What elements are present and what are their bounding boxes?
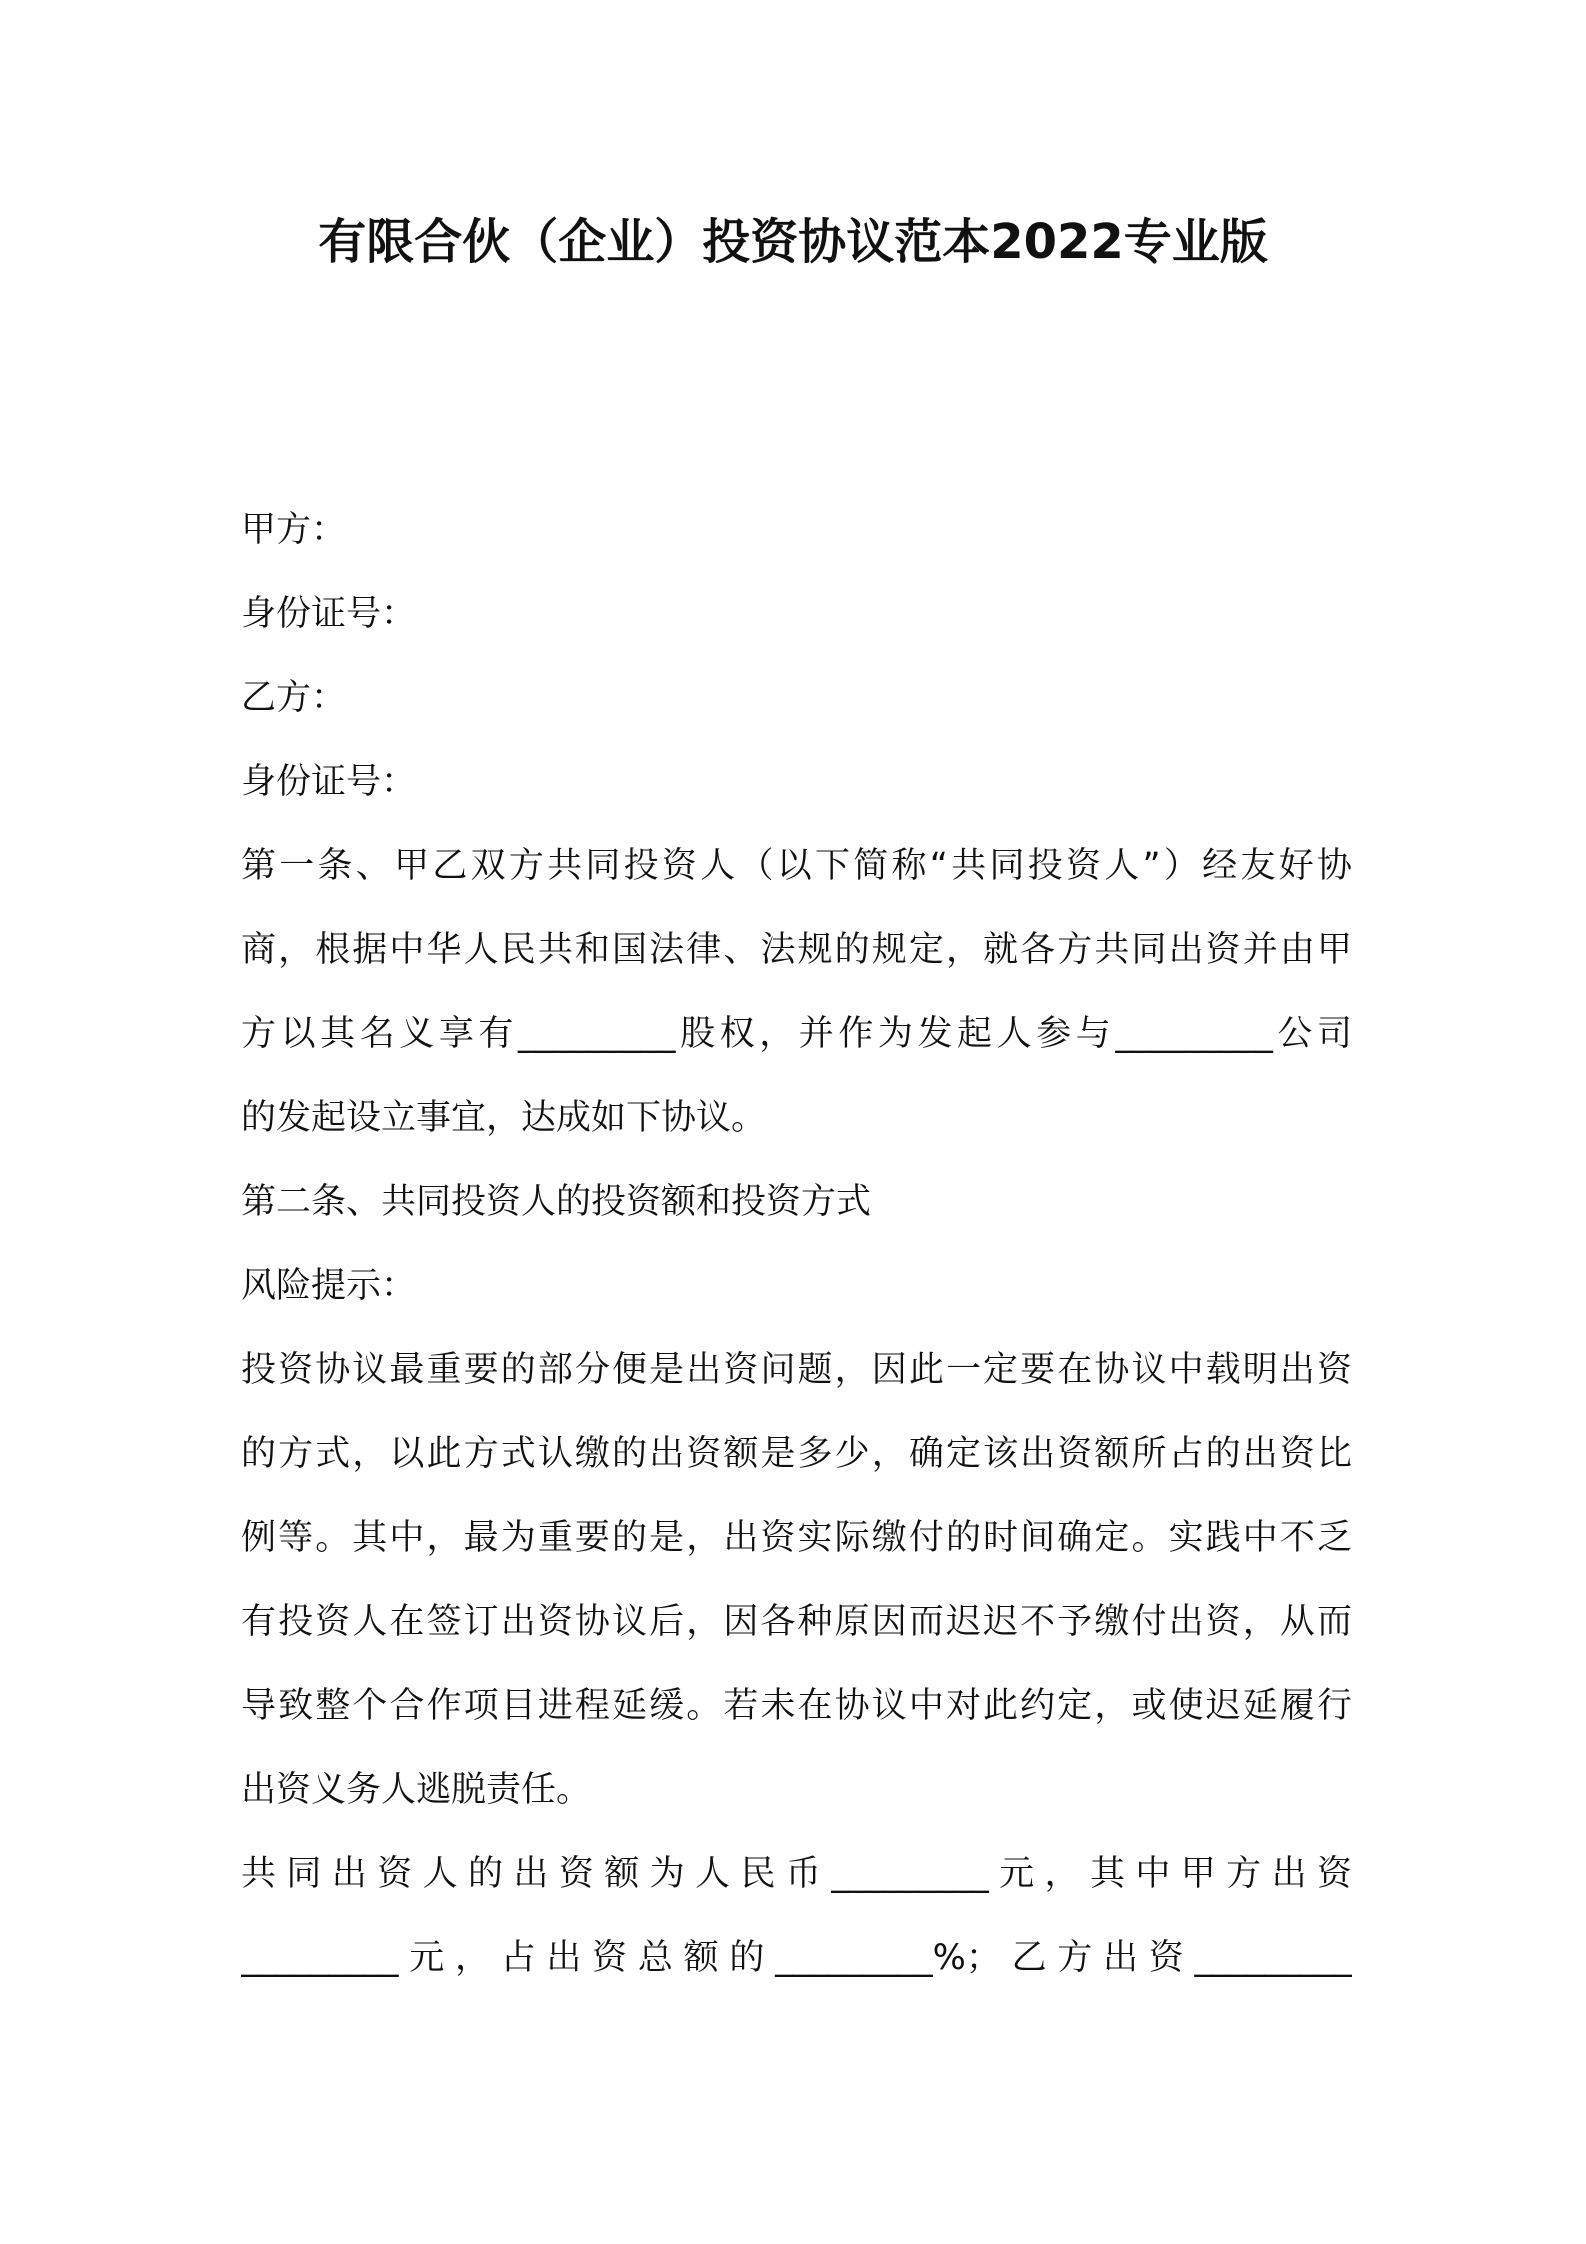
party-a-label: 甲方：	[241, 510, 347, 550]
article-one-line: 第一条、甲乙双方共同投资人（以下简称“共同投资人”）经友好协	[241, 846, 1352, 886]
article-two-heading: 第二条、共同投资人的投资额和投资方式	[241, 1182, 872, 1222]
document-body	[241, 488, 1352, 2000]
risk-notice-heading: 风险提示：	[241, 1266, 417, 1306]
article-one-line: 商，根据中华人民共和国法律、法规的规定，就各方共同出资并由甲	[241, 930, 1352, 970]
party-b-label: 乙方：	[241, 678, 347, 718]
risk-notice-line: 导致整个合作项目进程延缓。若未在协议中对此约定，或使迟延履行	[241, 1686, 1352, 1726]
risk-notice-line: 例等。其中，最为重要的是，出资实际缴付的时间确定。实践中不乏	[241, 1518, 1352, 1558]
article-one-line: 方以其名义享有_________股权，并作为发起人参与_________公司	[241, 1014, 1352, 1054]
contribution-line: 共同出资人的出资额为人民币_________元，其中甲方出资	[241, 1854, 1352, 1894]
risk-notice-line: 出资义务人逃脱责任。	[241, 1770, 592, 1810]
article-one-line: 的发起设立事宜，达成如下协议。	[241, 1098, 767, 1138]
party-b-id-label: 身份证号：	[241, 762, 417, 802]
risk-notice-line: 的方式，以此方式认缴的出资额是多少，确定该出资额所占的出资比	[241, 1434, 1352, 1474]
party-a-id-label: 身份证号：	[241, 594, 417, 634]
document-title: 有限合伙（企业）投资协议范本2022专业版	[318, 214, 1268, 270]
risk-notice-line: 有投资人在签订出资协议后，因各种原因而迟迟不予缴付出资，从而	[241, 1602, 1352, 1642]
contribution-line: _________元，占出资总额的_________%；乙方出资_________	[241, 1938, 1352, 1978]
risk-notice-line: 投资协议最重要的部分便是出资问题，因此一定要在协议中载明出资	[241, 1350, 1352, 1390]
